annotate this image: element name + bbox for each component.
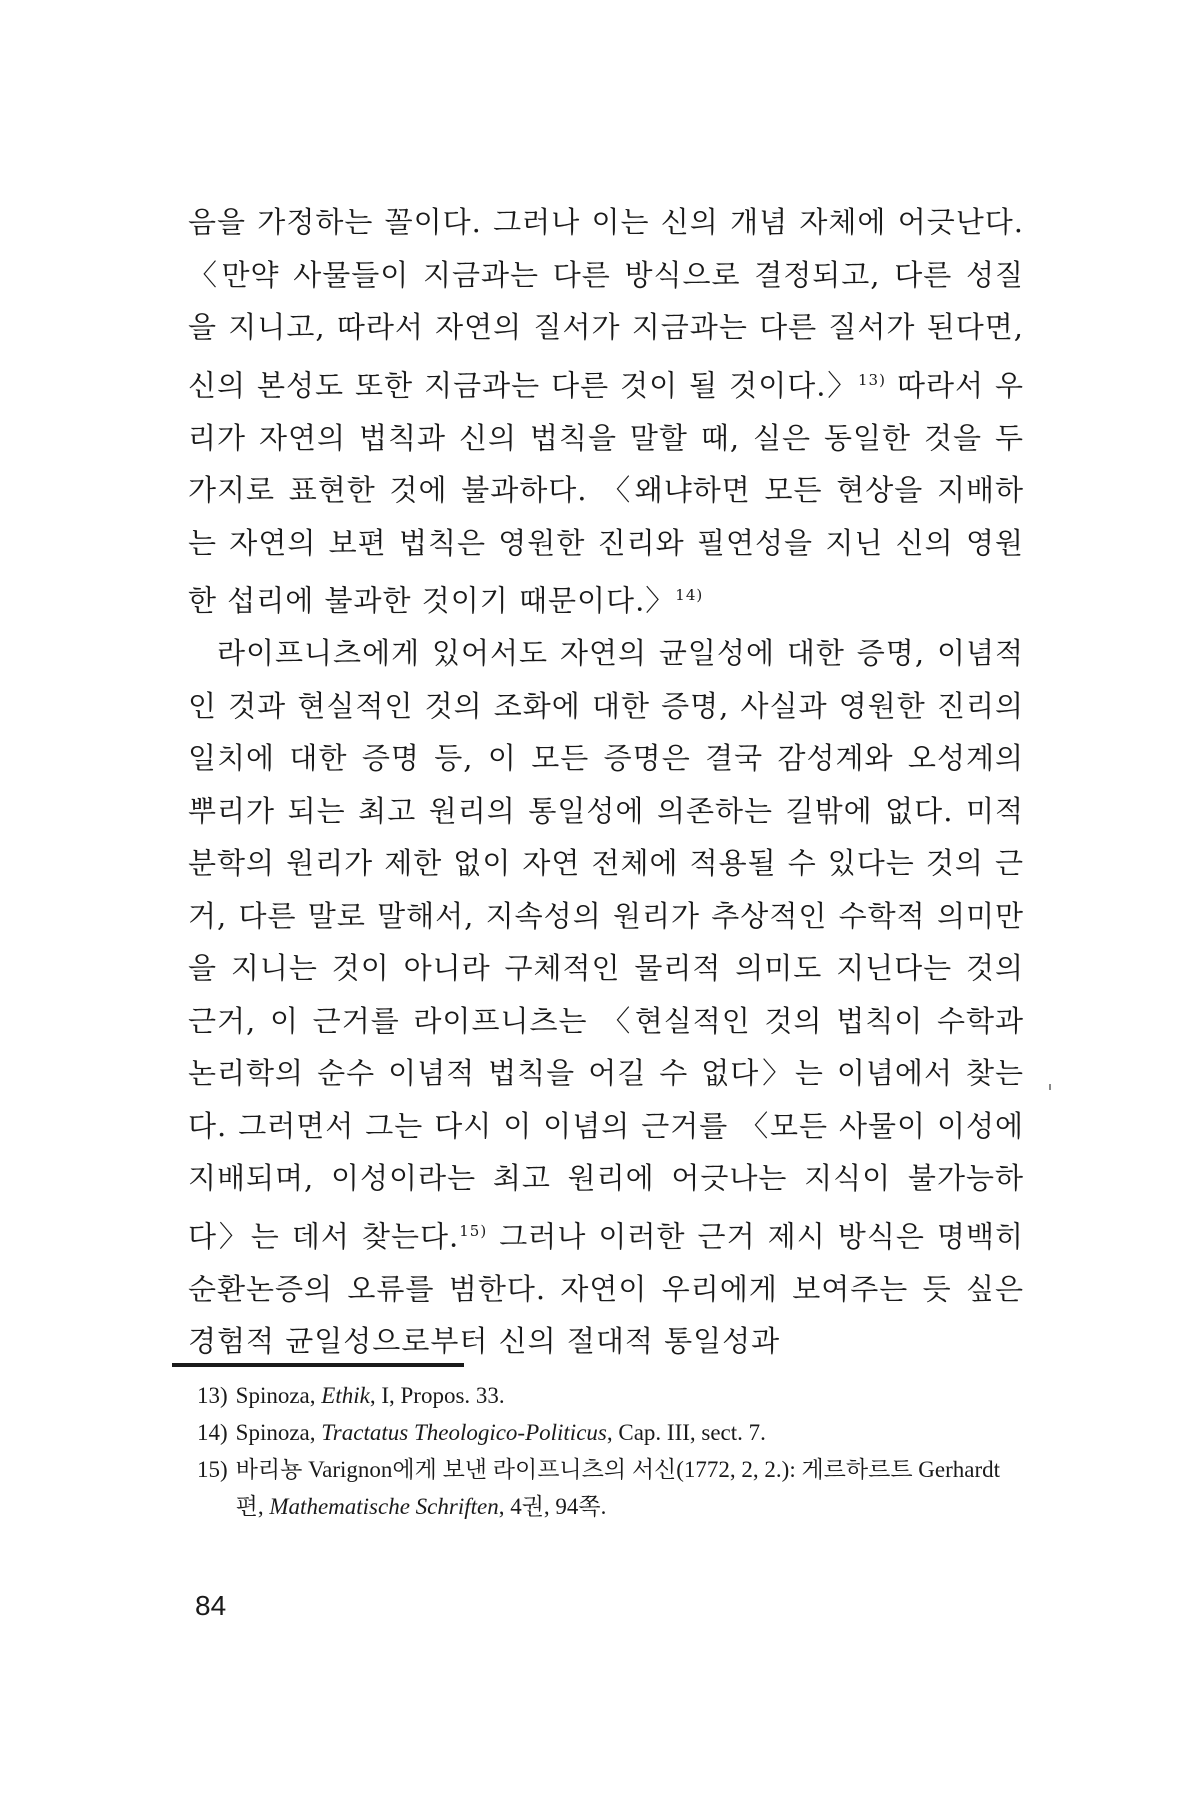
footnote-number: 13) [197, 1383, 228, 1408]
paragraph-2a-text: 라이프니츠에게 있어서도 자연의 균일성에 대한 증명, 이념적인 것과 현실적인 것의 조화에 대한 증명, 사실과 영원한 진리의 일치에 대한 증명 등, 이 모든 증명은 결국 감성계와 오성계의 뿌리가 되는 최고 원리의 통일성에 의존하는 길밖에 없다. 미적분학의 원리가 제한 없이 자연 전체에 적용될 수 있다는 것의 근거, 다른 말로 말해서, 지속성의 원리가 추상적인 수학적 의미만을 지니는 것이 아니라 구체적인 물리적 의미도 지닌다는 것의 근거, 이 근거를 라이프니츠는 〈현실적인 것의 법칙이 수학과 논리학의 순수 이념적 법칙을 어길 수 없다〉는 이념에서 찾는다. 그러면서 그는 다시 이 이념의 근거를 〈모든 사물이 이성에 지배되며, 이성이라는 최고 원리에 어긋나는 지식이 불가능하다〉는 데서 찾는다. [188, 636, 1024, 1254]
paragraph-1b-text: 따라서 우리가 자연의 법칙과 신의 법칙을 말할 때, 실은 동일한 것을 두 가지로 표현한 것에 불과하다. 〈왜냐하면 모든 현상을 지배하는 자연의 보편 법칙은 영원한 진리와 필연성을 지닌 신의 영원한 섭리에 불과한 것이기 때문이다.〉 [188, 368, 1025, 618]
paragraph-1-text: 음을 가정하는 꼴이다. 그러나 이는 신의 개념 자체에 어긋난다. 〈만약 사물들이 지금과는 다른 방식으로 결정되고, 다른 성질을 지니고, 따라서 자연의 질서가 지금과는 다른 질서가 된다면, 신의 본성도 또한 지금과는 다른 것이 될 것이다.〉 [188, 205, 1024, 403]
footnote-author: Spinoza, [235, 1420, 322, 1445]
paragraph-2b-text: 그러나 이러한 근거 제시 방식은 명백히 순환논증의 오류를 범한다. 자연이 우리에게 보여주는 듯 싶은 경험적 균일성으로부터 신의 절대적 통일성과 [188, 1219, 1024, 1359]
footnote-text [236, 1377, 1024, 1414]
footnote-ref-13: 13) [858, 370, 886, 389]
paragraph-2 [188, 627, 1024, 1368]
footnote-rest: , 4권, 94쪽. [498, 1494, 607, 1519]
footnote-rest: , I, Propos. 33. [369, 1383, 505, 1408]
footnote-title: Ethik [321, 1383, 370, 1408]
paragraph-1 [188, 196, 1024, 627]
footnote-14 [197, 1414, 1024, 1451]
footnote-text [236, 1414, 1024, 1451]
footnote-rule [172, 1363, 464, 1367]
footnotes [197, 1377, 1024, 1525]
footnote-number: 14) [197, 1420, 228, 1445]
main-text [188, 196, 1024, 1368]
footnote-author: Spinoza, [235, 1383, 322, 1408]
footnote-text [236, 1451, 1024, 1525]
footnote-ref-14: 14) [675, 586, 704, 605]
footnote-title: Mathematische Schriften [269, 1494, 499, 1519]
footnote-13 [197, 1377, 1024, 1414]
footnote-ref-15: 15) [459, 1221, 488, 1240]
scan-mark [1049, 1084, 1051, 1090]
footnote-15 [197, 1451, 1024, 1525]
footnote-rest: , Cap. III, sect. 7. [606, 1420, 766, 1445]
page-number: 84 [195, 1590, 227, 1621]
footnote-title: Tractatus Theologico-Politicus [321, 1420, 607, 1445]
footnote-number: 15) [197, 1457, 228, 1482]
footnote-pre: 바리뇽 Varignon에게 보낸 라이프니츠의 서신(1772, 2, 2.): 게르하르트 Gerhardt 편, [235, 1457, 1001, 1519]
